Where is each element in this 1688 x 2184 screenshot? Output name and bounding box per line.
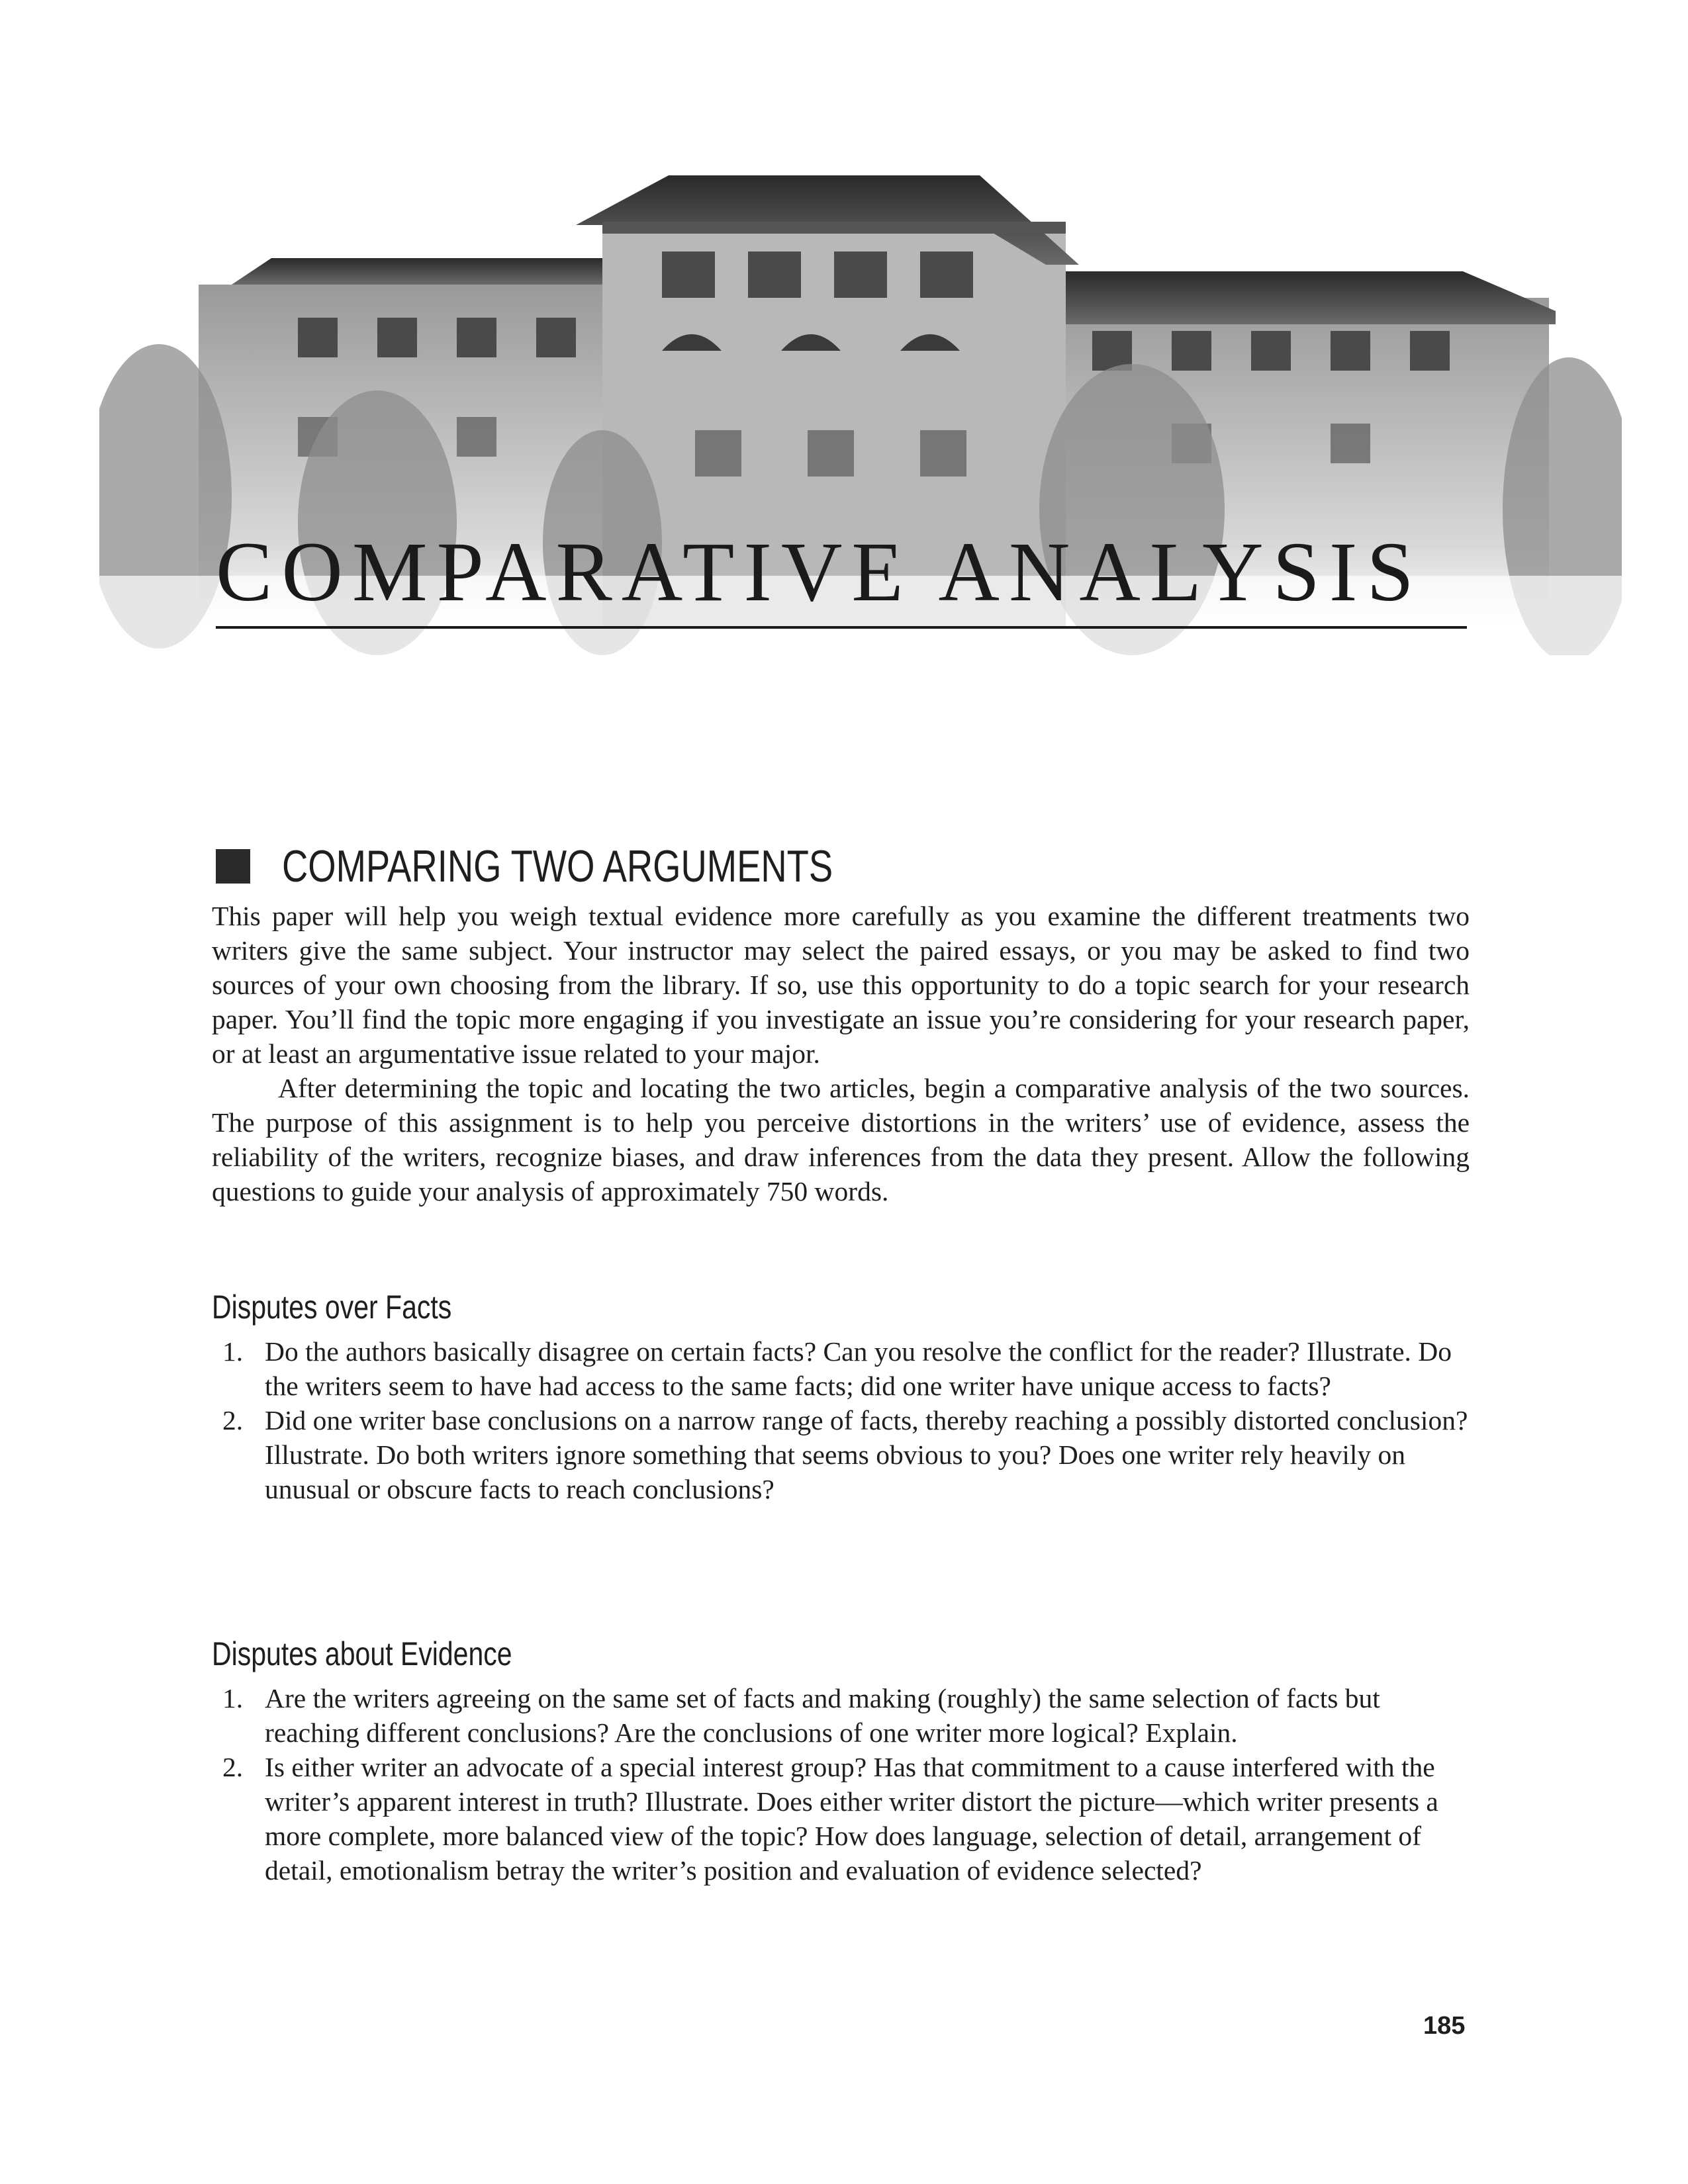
subheading-facts: Disputes over Facts (212, 1289, 452, 1326)
list-item: 2. Is either writer an advocate of a special interest group? Has that commitment to a cause interfered with the writer’s apparent interest in truth? Illustrate. Does either writer distort the picture—which writer presents a more complete, more balanced view of the topic? How does language, selection of detail, arrangement of detail, emotionalism betray the writer’s position and evaluation of evidence selected? (222, 1752, 1438, 1886)
list-item: 1. Do the authors basically disagree on certain facts? Can you resolve the conflict for the reader? Illustrate. Do the writers seem to have had access to the same facts; did one writer have unique access to facts? (222, 1336, 1452, 1401)
page-number: 185 (1423, 2012, 1466, 2040)
title-rule (216, 626, 1467, 629)
subheading-evidence: Disputes about Evidence (212, 1635, 512, 1672)
section-heading (216, 837, 970, 896)
list-item: 1. Are the writers agreeing on the same set of facts and making (roughly) the same selection of facts but reaching different conclusions? Are the conclusions of one writer more logical? Explain. (222, 1683, 1380, 1748)
facts-list (212, 1334, 1470, 1506)
evidence-list (212, 1681, 1470, 1888)
intro-text (212, 899, 1470, 1208)
square-bullet-icon (216, 849, 250, 884)
chapter-title: COMPARATIVE ANALYSIS (216, 525, 1423, 619)
section-title: COMPARING TWO ARGUMENTS (282, 841, 833, 891)
paragraph: After determining the topic and locating the two articles, begin a comparative analysis of the two sources. The purpose of this assignment is to help you perceive distortions in the writers’ use of evidence, assess the reliability of the writers, recognize biases, and draw inferences from the data they present. Allow the following questions to guide your analysis of approximately 750 words. (212, 1073, 1470, 1206)
list-item: 2. Did one writer base conclusions on a narrow range of facts, thereby reaching a possibly distorted conclusion? Illustrate. Do both writers ignore something that seems obvious to you? Does one writer rely heavily on unusual or obscure facts to reach conclusions? (222, 1405, 1468, 1504)
paragraph: This paper will help you weigh textual evidence more carefully as you examine the different treatments two writers give the same subject. Your instructor may select the paired essays, or you may be asked to find two sources of your own choosing from the library. If so, use this opportunity to do a topic search for your research paper. You’ll find the topic more engaging if you investigate an issue you’re considering for your research paper, or at least an argumentative issue related to your major. (212, 901, 1470, 1069)
